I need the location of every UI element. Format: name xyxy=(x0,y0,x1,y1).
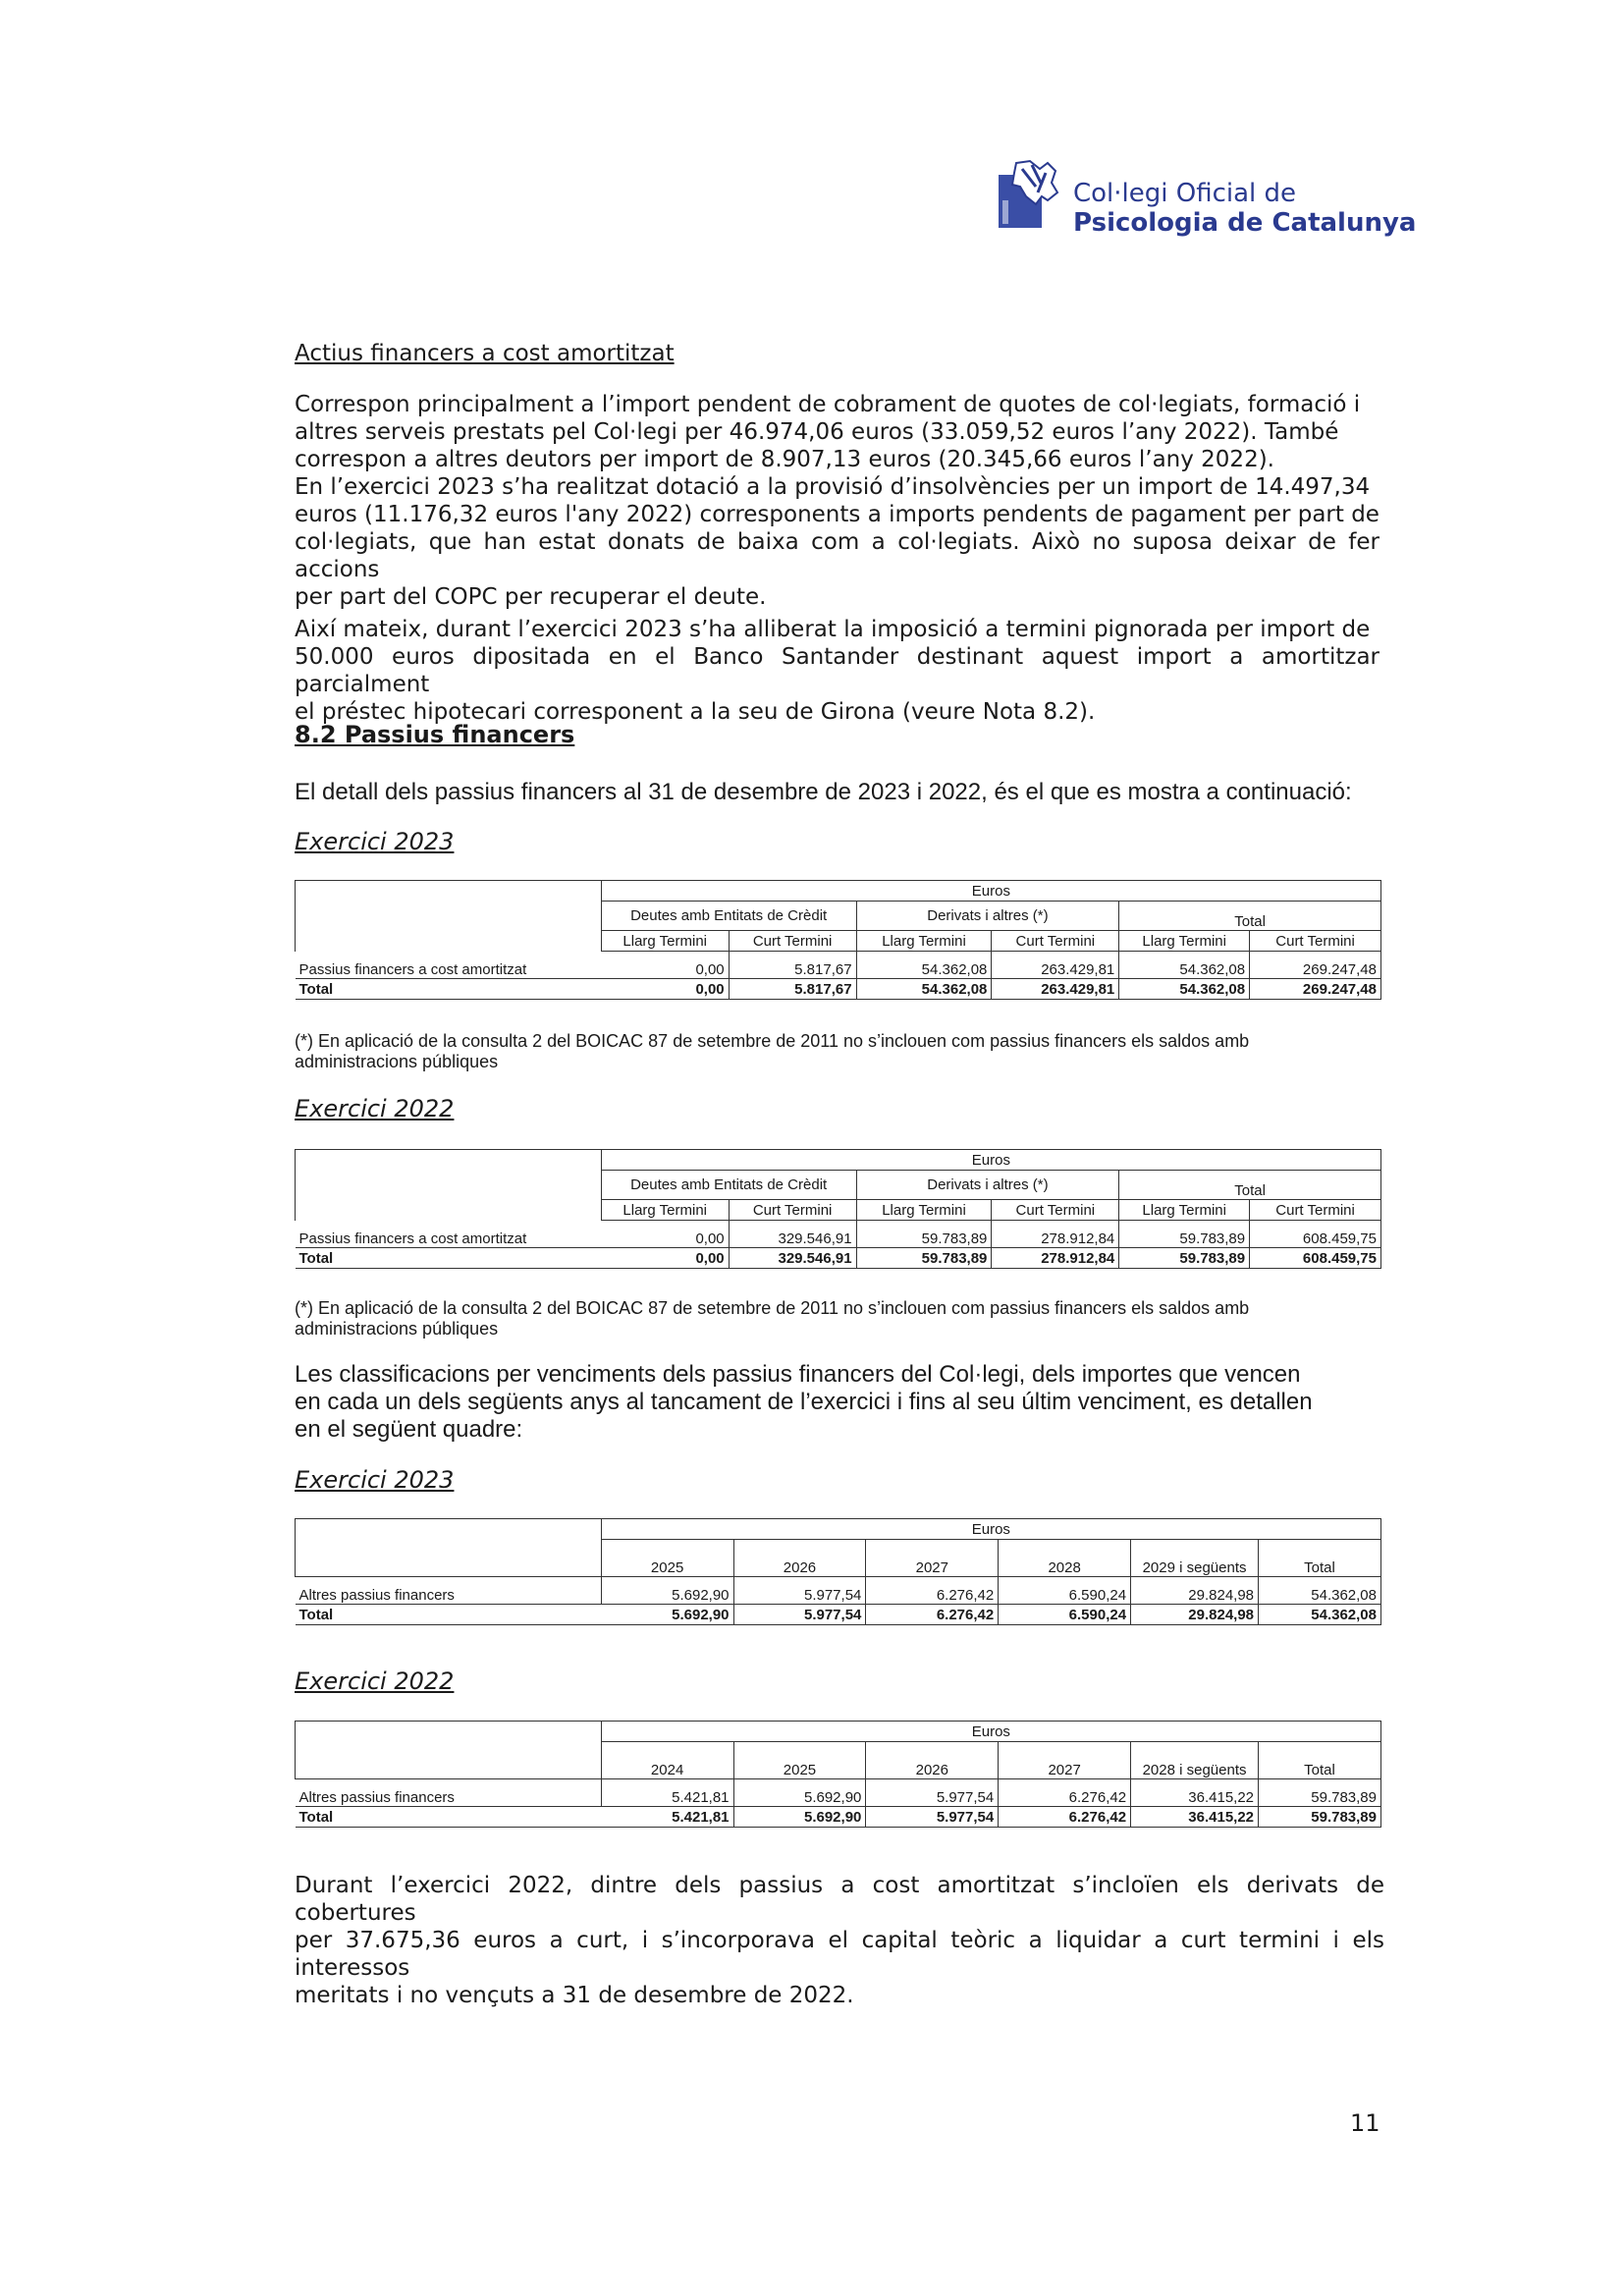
sub-header: Llarg Termini xyxy=(601,931,729,952)
text-line: meritats i no vençuts a 31 de desembre de 2022. xyxy=(295,1983,854,2008)
table-cell: 5.421,81 xyxy=(601,1779,733,1807)
year-header: 2025 xyxy=(733,1742,866,1779)
classif-paragraph xyxy=(295,1361,1384,1444)
copc-logo-icon xyxy=(997,157,1065,232)
total-cell: 263.429,81 xyxy=(992,979,1119,1000)
note-line: (*) En aplicació de la consulta 2 del BOICAC 87 de setembre de 2011 no s’inclouen com passius financers els saldos amb xyxy=(295,1298,1250,1318)
table-cell: 54.362,08 xyxy=(856,952,992,979)
table-cell: 269.247,48 xyxy=(1250,952,1381,979)
text-line: per part del COPC per recuperar el deute. xyxy=(295,584,767,610)
sub-header: Curt Termini xyxy=(992,1200,1119,1221)
total-label: Total xyxy=(296,1605,602,1625)
total-cell: 5.817,67 xyxy=(729,979,856,1000)
row-label: Passius financers a cost amortitzat xyxy=(296,952,602,979)
venc-2023-title: Exercici 2023 xyxy=(295,1466,455,1494)
row-label: Altres passius financers xyxy=(296,1577,602,1605)
sub-header: Curt Termini xyxy=(1250,1200,1381,1221)
group-derivats-header: Derivats i altres (*) xyxy=(856,902,1119,931)
sub-header: Llarg Termini xyxy=(1119,1200,1250,1221)
passius-heading: 8.2 Passius financers xyxy=(295,721,575,748)
table-cell: 608.459,75 xyxy=(1250,1221,1381,1248)
year-header: 2024 xyxy=(601,1742,733,1779)
total-cell: 36.415,22 xyxy=(1131,1807,1259,1828)
euros-header: Euros xyxy=(601,1150,1380,1171)
total-cell: 54.362,08 xyxy=(856,979,992,1000)
text-line: per 37.675,36 euros a curt, i s’incorporava el capital teòric a liquidar a curt termini i els interessos xyxy=(295,1928,1384,1981)
total-cell: 5.692,90 xyxy=(733,1807,866,1828)
year-header: 2025 xyxy=(601,1540,733,1577)
year-header: 2029 i següents xyxy=(1131,1540,1259,1577)
table-cell: 5.692,90 xyxy=(733,1779,866,1807)
year-header: 2027 xyxy=(866,1540,999,1577)
sub-header: Llarg Termini xyxy=(601,1200,729,1221)
year-header: 2026 xyxy=(733,1540,866,1577)
closing-paragraph xyxy=(295,1872,1384,2009)
row-label: Altres passius financers xyxy=(296,1779,602,1807)
text-line: euros (11.176,32 euros l'any 2022) corresponents a imports pendents de pagament per part de xyxy=(295,502,1380,527)
total-cell: 0,00 xyxy=(601,979,729,1000)
table-2022-note xyxy=(295,1298,1384,1339)
group-deutes-header: Deutes amb Entitats de Crèdit xyxy=(601,902,856,931)
table-cell: 54.362,08 xyxy=(1119,952,1250,979)
table-2023-title: Exercici 2023 xyxy=(295,828,455,855)
sub-header: Curt Termini xyxy=(729,1200,856,1221)
group-deutes-header: Deutes amb Entitats de Crèdit xyxy=(601,1171,856,1200)
table-cell: 278.912,84 xyxy=(992,1221,1119,1248)
table-cell: 29.824,98 xyxy=(1131,1577,1259,1605)
total-cell: 5.421,81 xyxy=(601,1807,733,1828)
table-cell: 5.977,54 xyxy=(733,1577,866,1605)
text-line: Així mateix, durant l’exercici 2023 s’ha alliberat la imposició a termini pignorada per import de xyxy=(295,617,1371,642)
total-cell: 54.362,08 xyxy=(1119,979,1250,1000)
total-cell: 0,00 xyxy=(601,1248,729,1269)
passius-intro: El detall dels passius financers al 31 de desembre de 2023 i 2022, és el que es mostra a continuació: xyxy=(295,779,1352,805)
text-line: Correspon principalment a l’import pendent de cobrament de quotes de col·legiats, formació i xyxy=(295,392,1361,417)
total-cell: 269.247,48 xyxy=(1250,979,1381,1000)
table-cell: 0,00 xyxy=(601,952,729,979)
venc-2022-title: Exercici 2022 xyxy=(295,1667,455,1695)
year-header: Total xyxy=(1259,1540,1381,1577)
year-header: 2027 xyxy=(999,1742,1131,1779)
table-cell: 59.783,89 xyxy=(856,1221,992,1248)
total-cell: 59.783,89 xyxy=(856,1248,992,1269)
note-line: (*) En aplicació de la consulta 2 del BOICAC 87 de setembre de 2011 no s’inclouen com passius financers els saldos amb xyxy=(295,1031,1250,1051)
total-cell: 29.824,98 xyxy=(1131,1605,1259,1625)
group-derivats-header: Derivats i altres (*) xyxy=(856,1171,1119,1200)
group-total-header: Total xyxy=(1119,1171,1381,1200)
table-cell: 263.429,81 xyxy=(992,952,1119,979)
year-header: 2026 xyxy=(866,1742,999,1779)
total-cell: 5.692,90 xyxy=(601,1605,733,1625)
table-cell: 36.415,22 xyxy=(1131,1779,1259,1807)
total-cell: 6.276,42 xyxy=(999,1807,1131,1828)
logo-text-line1: Col·legi Oficial de xyxy=(1073,179,1297,208)
text-line: Les classificacions per venciments dels passius financers del Col·legi, dels importes que vencen xyxy=(295,1361,1301,1388)
table-cell: 0,00 xyxy=(601,1221,729,1248)
note-line: administracions públiques xyxy=(295,1052,499,1071)
venc-table-2023 xyxy=(295,1518,1381,1625)
total-cell: 6.590,24 xyxy=(999,1605,1131,1625)
row-label: Passius financers a cost amortitzat xyxy=(296,1221,602,1248)
venc-table-2022 xyxy=(295,1721,1381,1828)
total-cell: 278.912,84 xyxy=(992,1248,1119,1269)
actius-paragraph-1 xyxy=(295,391,1380,611)
table-cell: 5.817,67 xyxy=(729,952,856,979)
year-header: 2028 xyxy=(999,1540,1131,1577)
text-line: en el següent quadre: xyxy=(295,1416,523,1443)
table-cell: 6.276,42 xyxy=(999,1779,1131,1807)
euros-header: Euros xyxy=(601,881,1380,902)
text-line: col·legiats, que han estat donats de baixa com a col·legiats. Això no suposa deixar de fer accions xyxy=(295,529,1380,582)
sub-header: Curt Termini xyxy=(992,931,1119,952)
text-line: Durant l’exercici 2022, dintre dels passius a cost amortitzat s’incloïen els derivats de cobertures xyxy=(295,1873,1384,1926)
total-cell: 5.977,54 xyxy=(733,1605,866,1625)
sub-header: Llarg Termini xyxy=(856,1200,992,1221)
actius-title: Actius financers a cost amortitzat xyxy=(295,341,675,366)
total-label: Total xyxy=(296,979,602,1000)
total-label: Total xyxy=(296,1248,602,1269)
sub-header: Llarg Termini xyxy=(1119,931,1250,952)
table-cell: 6.276,42 xyxy=(866,1577,999,1605)
page-number: 11 xyxy=(1350,2109,1380,2137)
euros-header: Euros xyxy=(601,1519,1380,1540)
text-line: el préstec hipotecari corresponent a la seu de Girona (veure Nota 8.2). xyxy=(295,699,1096,725)
table-cell: 59.783,89 xyxy=(1119,1221,1250,1248)
copc-logo xyxy=(997,157,1417,238)
total-cell: 59.783,89 xyxy=(1119,1248,1250,1269)
passius-table-2022 xyxy=(295,1149,1381,1269)
logo-text-line2: Psicologia de Catalunya xyxy=(1073,208,1417,238)
total-cell: 6.276,42 xyxy=(866,1605,999,1625)
table-cell: 5.692,90 xyxy=(601,1577,733,1605)
table-cell: 329.546,91 xyxy=(729,1221,856,1248)
text-line: En l’exercici 2023 s’ha realitzat dotació a la provisió d’insolvències per un import de 14.497,34 xyxy=(295,474,1371,500)
text-line: 50.000 euros dipositada en el Banco Santander destinant aquest import a amortitzar parcialment xyxy=(295,644,1380,697)
actius-paragraph-2 xyxy=(295,616,1380,726)
total-cell: 5.977,54 xyxy=(866,1807,999,1828)
euros-header: Euros xyxy=(601,1722,1380,1742)
note-line: administracions públiques xyxy=(295,1319,499,1339)
sub-header: Llarg Termini xyxy=(856,931,992,952)
sub-header: Curt Termini xyxy=(1250,931,1381,952)
table-cell: 6.590,24 xyxy=(999,1577,1131,1605)
table-cell: 59.783,89 xyxy=(1259,1779,1381,1807)
passius-table-2023 xyxy=(295,880,1381,1000)
table-2022-title: Exercici 2022 xyxy=(295,1095,455,1122)
total-label: Total xyxy=(296,1807,602,1828)
year-header: 2028 i següents xyxy=(1131,1742,1259,1779)
total-cell: 54.362,08 xyxy=(1259,1605,1381,1625)
table-cell: 54.362,08 xyxy=(1259,1577,1381,1605)
total-cell: 329.546,91 xyxy=(729,1248,856,1269)
group-total-header: Total xyxy=(1119,902,1381,931)
text-line: altres serveis prestats pel Col·legi per 46.974,06 euros (33.059,52 euros l’any 2022). També xyxy=(295,419,1339,445)
sub-header: Curt Termini xyxy=(729,931,856,952)
year-header: Total xyxy=(1259,1742,1381,1779)
total-cell: 59.783,89 xyxy=(1259,1807,1381,1828)
table-cell: 5.977,54 xyxy=(866,1779,999,1807)
total-cell: 608.459,75 xyxy=(1250,1248,1381,1269)
text-line: en cada un dels següents anys al tancament de l’exercici i fins al seu últim venciment, es detallen xyxy=(295,1389,1313,1415)
table-2023-note xyxy=(295,1031,1384,1072)
text-line: correspon a altres deutors per import de 8.907,13 euros (20.345,66 euros l’any 2022). xyxy=(295,447,1274,472)
